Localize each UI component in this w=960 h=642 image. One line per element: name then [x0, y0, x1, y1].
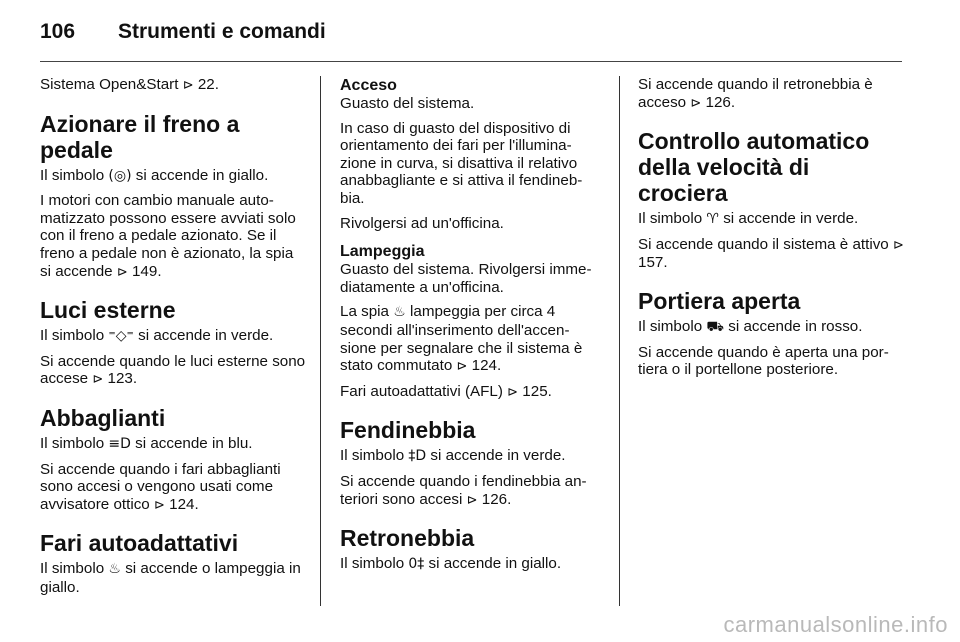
page-ref-icon: ⊳	[92, 372, 104, 388]
door-body-text: Si accende quando è aperta una por-tiera o il portellone posteriore.	[638, 343, 889, 379]
page-ref-icon: ⊳	[466, 492, 478, 508]
page-number: 106	[40, 20, 76, 43]
door-open-icon: ⛟	[706, 318, 725, 335]
page-ref-icon: ⊳	[690, 95, 702, 111]
section-heading-rear-fog: Retronebbia	[340, 525, 475, 552]
intro-text: Sistema Open&Start ⊳ 22.	[40, 76, 219, 93]
column-1	[40, 76, 308, 604]
blink-text-3: Fari autoadattativi (AFL) ⊳ 125.	[340, 382, 552, 400]
column-2	[340, 76, 602, 581]
subheading-blink: Lampeggia	[340, 243, 425, 261]
brake-symbol-text: Il simbolo (◎) si accende in giallo.	[40, 166, 269, 184]
section-heading-door-open: Portiera aperta	[638, 287, 801, 314]
adaptive-light-icon: ♨	[393, 304, 406, 321]
page-title: Strumenti e comandi	[118, 20, 326, 43]
page-ref-icon: ⊳	[153, 497, 165, 513]
adaptive-symbol-text: Il simbolo ♨ si accende o lampeggia in giallo.	[40, 560, 301, 596]
page-ref-icon: ⊳	[892, 237, 904, 253]
high-beam-icon: ≡D	[108, 435, 131, 452]
page-ref-icon: ⊳	[507, 384, 519, 400]
brake-body-text: I motori con cambio manuale auto-matizzato possono essere avviati solo con il freno a pedale azionato. Se il freno a pedale non è azionato, la spia si accende ⊳ 149.	[40, 192, 296, 280]
section-heading-fog-lights: Fendinebbia	[340, 417, 476, 444]
high-beam-body-text: Si accende quando i fari abbaglianti sono accesi o vengono usati come avvisatore ottico ⊳ 124.	[40, 460, 281, 513]
header-rule	[40, 61, 902, 62]
fog-body-text: Si accende quando i fendinebbia an-teriori sono accesi ⊳ 126.	[340, 472, 587, 508]
page-ref-icon: ⊳	[116, 264, 128, 280]
fog-symbol-text: Il simbolo ‡D si accende in verde.	[340, 447, 566, 465]
section-heading-cruise-control: Controllo automatico della velocità di crociera	[638, 128, 870, 207]
section-heading-adaptive-lights: Fari autoadattativi	[40, 530, 239, 557]
rear-fog-body-text: Si accende quando il retronebbia è acceso ⊳ 126.	[638, 76, 873, 111]
page-header	[40, 20, 326, 44]
adaptive-light-icon: ♨	[108, 561, 121, 578]
column-divider-2	[619, 76, 620, 606]
on-text-2: In caso di guasto del dispositivo di orientamento dei fari per l'illumina-zione in curva, si disattiva il relativo anabbagliante e si attiva il fendineb-bia.	[340, 119, 583, 207]
cruise-symbol-text: Il simbolo ♈ si accende in verde.	[638, 210, 859, 228]
section-heading-brake: Azionare il freno a pedale	[40, 110, 240, 163]
exterior-symbol-text: Il simbolo ⁼◇⁼ si accende in verde.	[40, 327, 274, 345]
cruise-body-text: Si accende quando il sistema è attivo ⊳ 157.	[638, 235, 904, 272]
exterior-body-text: Si accende quando le luci esterne sono accese ⊳ 123.	[40, 352, 306, 388]
column-divider-1	[320, 76, 321, 606]
watermark: carmanualsonline.info	[723, 612, 948, 637]
blink-text-1: Guasto del sistema. Rivolgersi imme-diatamente a un'officina.	[340, 261, 592, 296]
subheading-on: Acceso	[340, 77, 397, 94]
page-ref-icon: ⊳	[182, 78, 194, 93]
page-ref-icon: ⊳	[456, 359, 468, 375]
column-3	[638, 76, 904, 386]
on-text-3: Rivolgersi ad un'officina.	[340, 214, 504, 232]
rear-fog-symbol-text: Il simbolo 0‡ si accende in giallo.	[340, 555, 562, 573]
cruise-control-icon: ♈	[706, 211, 719, 228]
brake-warning-icon: (◎)	[108, 167, 132, 184]
high-beam-symbol-text: Il simbolo ≡D si accende in blu.	[40, 434, 253, 452]
rear-fog-icon: 0‡	[408, 556, 425, 573]
on-text-1: Guasto del sistema.	[340, 95, 475, 112]
section-heading-high-beam: Abbaglianti	[40, 404, 166, 431]
door-symbol-text: Il simbolo ⛟ si accende in rosso.	[638, 317, 863, 335]
exterior-light-icon: ⁼◇⁼	[108, 328, 134, 345]
section-heading-exterior-lights: Luci esterne	[40, 297, 176, 324]
fog-light-icon: ‡D	[408, 448, 427, 465]
blink-text-2: La spia ♨ lampeggia per circa 4 secondi all'inserimento dell'accen-sione per segnalare che il sistema è stato commutato ⊳ 124.	[340, 303, 583, 375]
